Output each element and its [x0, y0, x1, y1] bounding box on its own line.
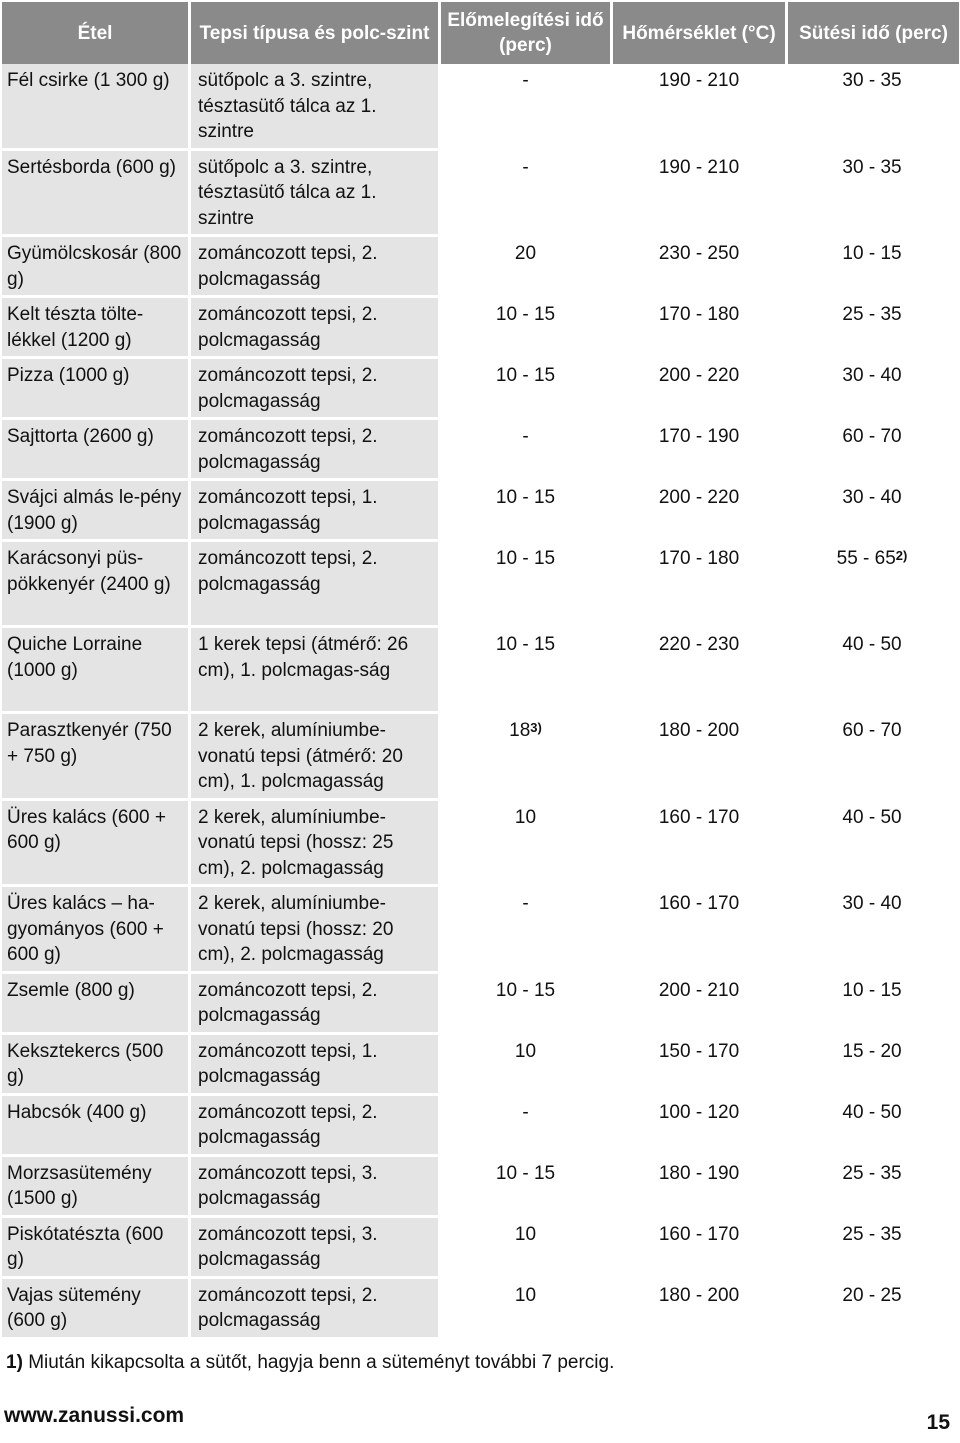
table-row: [2, 1279, 959, 1340]
cell-tray: [191, 237, 441, 298]
cell-temp-text: 200 - 220: [658, 487, 740, 508]
cell-temp-text: 160 - 170: [658, 806, 740, 828]
cell-preheat: [441, 298, 613, 359]
cell-temp-text: 190 - 210: [658, 70, 740, 91]
cell-tray-text: zománcozott tepsi, 3. polcmagasság: [198, 1223, 378, 1270]
table-row: [2, 237, 959, 298]
cell-food: [2, 64, 191, 151]
cell-food: [2, 1218, 191, 1279]
cell-tray-text: zománcozott tepsi, 2. polcmagasság: [198, 979, 378, 1026]
cell-food: [2, 801, 191, 888]
cell-preheat-footnote-ref: 3): [530, 720, 542, 735]
footnote-text: Miután kikapcsolta a sütőt, hagyja benn a süteményt további 7 percig.: [28, 1352, 615, 1373]
footnote: [6, 1350, 614, 1376]
cell-time: [788, 1035, 959, 1096]
cell-tray-text: sütőpolc a 3. szintre, tésztasütő tálca az 1. szintre: [198, 70, 377, 142]
cell-preheat-text: 10 - 15: [495, 487, 556, 508]
cell-tray-text: 2 kerek, alumíniumbe-vonatú tepsi (hossz: 20 cm), 2. polcmagasság: [198, 893, 394, 965]
cell-tray: [191, 801, 441, 888]
cell-preheat-text: 10: [514, 806, 537, 828]
cell-time-text: 40 - 50: [842, 806, 902, 828]
cell-food-text: Keksztekercs (500 g): [7, 1040, 164, 1087]
cell-time-text: 20 - 25: [842, 1284, 902, 1306]
cell-tray: [191, 542, 441, 628]
cell-preheat: [441, 1218, 613, 1279]
cell-temp: [613, 1096, 788, 1157]
cell-tray: [191, 64, 441, 151]
cell-food-text: Karácsonyi püs-pökkenyér (2400 g): [7, 548, 171, 595]
cell-food-text: Habcsók (400 g): [7, 1101, 147, 1123]
table-body: [2, 64, 959, 1340]
cell-temp-text: 150 - 170: [658, 1040, 740, 1062]
cell-food: [2, 714, 191, 801]
cell-tray-text: 2 kerek, alumíniumbe-vonatú tepsi (hossz: 25 cm), 2. polcmagasság: [198, 806, 394, 879]
cell-tray-text: 2 kerek, alumíniumbe-vonatú tepsi (átmérő: 20 cm), 1. polcmagasság: [198, 720, 403, 792]
cell-temp-text: 180 - 200: [658, 720, 740, 741]
cell-time-text: 10 - 15: [842, 243, 902, 264]
cell-temp-text: 220 - 230: [658, 634, 740, 655]
cell-time: [788, 64, 959, 151]
cell-temp: [613, 151, 788, 238]
footnote-marker: 1): [6, 1352, 23, 1373]
cell-preheat: [441, 237, 613, 298]
table-row: [2, 542, 959, 628]
cell-food: [2, 542, 191, 628]
cell-preheat: [441, 1279, 613, 1340]
table-header-row: [2, 2, 959, 64]
cell-temp: [613, 628, 788, 714]
cell-temp-text: 230 - 250: [658, 243, 740, 264]
cell-time-text: 30 - 40: [842, 893, 902, 914]
cell-time: [788, 974, 959, 1035]
cell-tray-text: sütőpolc a 3. szintre, tésztasütő tálca az 1. szintre: [198, 156, 377, 229]
cell-time-text: 30 - 40: [842, 365, 902, 386]
cell-preheat-text: -: [522, 156, 529, 178]
cell-preheat: [441, 628, 613, 714]
cell-food-text: Kelt tészta tölte-lékkel (1200 g): [7, 304, 144, 351]
cell-preheat-text: 10 - 15: [495, 365, 556, 386]
header-preheat: Előmelegítési idő (perc): [441, 2, 613, 64]
cell-preheat: [441, 974, 613, 1035]
cell-tray-text: zománcozott tepsi, 3. polcmagasság: [198, 1162, 378, 1209]
cell-preheat: [441, 64, 613, 151]
table-row: [2, 481, 959, 542]
cell-temp: [613, 1279, 788, 1340]
cell-time: [788, 420, 959, 481]
cell-time: [788, 359, 959, 420]
cell-tray-text: zománcozott tepsi, 1. polcmagasság: [198, 1040, 378, 1087]
cell-time-footnote-ref: 2): [895, 548, 908, 563]
cell-time: [788, 298, 959, 359]
cell-temp-text: 160 - 170: [658, 893, 740, 914]
cell-temp-text: 100 - 120: [658, 1101, 740, 1123]
cell-time-text: 15 - 20: [842, 1040, 902, 1062]
cell-tray: [191, 1279, 441, 1340]
cell-tray: [191, 1035, 441, 1096]
cell-temp: [613, 420, 788, 481]
cell-time-text: 30 - 40: [842, 487, 902, 508]
cell-food: [2, 151, 191, 238]
cell-temp: [613, 1218, 788, 1279]
footer-url[interactable]: www.zanussi.com: [4, 1404, 185, 1427]
header-time: Sütési idő (perc): [788, 2, 959, 64]
cell-time-text: 40 - 50: [842, 1101, 902, 1123]
cell-preheat-text: 10 - 15: [495, 548, 556, 569]
cell-food: [2, 974, 191, 1035]
cell-time: [788, 801, 959, 888]
cell-time-text: 55 - 65: [836, 548, 896, 569]
cell-time-text: 40 - 50: [842, 634, 902, 655]
cell-tray: [191, 714, 441, 801]
cell-tray: [191, 151, 441, 238]
cell-preheat-text: -: [522, 70, 529, 91]
cell-temp: [613, 974, 788, 1035]
cell-temp: [613, 359, 788, 420]
cell-temp: [613, 1035, 788, 1096]
cell-food: [2, 237, 191, 298]
cell-temp-text: 170 - 180: [658, 304, 740, 325]
header-food: Étel: [2, 2, 191, 64]
cell-preheat-text: 10: [514, 1284, 537, 1306]
table-row: [2, 801, 959, 888]
cell-food: [2, 1035, 191, 1096]
cell-food: [2, 887, 191, 974]
table-row: [2, 1035, 959, 1096]
cell-temp-text: 200 - 220: [658, 365, 740, 386]
cell-time: [788, 1218, 959, 1279]
cell-temp: [613, 542, 788, 628]
cell-food: [2, 1157, 191, 1218]
table-row: [2, 974, 959, 1035]
cell-tray-text: zománcozott tepsi, 2. polcmagasság: [198, 1101, 378, 1148]
cell-temp: [613, 1157, 788, 1218]
cell-tray: [191, 887, 441, 974]
cell-food-text: Morzsasütemény (1500 g): [7, 1162, 152, 1209]
header-tray: Tepsi típusa és polc-szint: [191, 2, 441, 64]
cell-temp-text: 180 - 200: [658, 1284, 740, 1306]
cell-temp-text: 170 - 180: [658, 548, 740, 569]
table-row: [2, 1218, 959, 1279]
cell-tray: [191, 1157, 441, 1218]
cell-tray: [191, 298, 441, 359]
cell-food-text: Zsemle (800 g): [7, 979, 135, 1001]
cell-preheat: [441, 151, 613, 238]
cell-preheat: [441, 542, 613, 628]
cell-tray: [191, 481, 441, 542]
cell-food: [2, 628, 191, 714]
cell-tray-text: zománcozott tepsi, 1. polcmagasság: [198, 487, 378, 534]
cell-food-text: Fél csirke (1 300 g): [7, 70, 170, 91]
table-row: [2, 359, 959, 420]
cell-food: [2, 359, 191, 420]
cell-food: [2, 1279, 191, 1340]
header-temp: Hőmérséklet (°C): [613, 2, 788, 64]
cell-food: [2, 481, 191, 542]
cell-food-text: Vajas sütemény (600 g): [7, 1284, 141, 1331]
cell-food-text: Üres kalács (600 + 600 g): [7, 806, 166, 853]
cell-time-text: 30 - 35: [842, 156, 902, 178]
cell-time: [788, 1157, 959, 1218]
cell-preheat-text: 10: [514, 1223, 537, 1245]
cell-tray-text: 1 kerek tepsi (átmérő: 26 cm), 1. polcmagas-ság: [198, 634, 409, 681]
cell-temp: [613, 887, 788, 974]
cell-time-text: 10 - 15: [842, 979, 902, 1001]
table-row: [2, 1096, 959, 1157]
cell-temp: [613, 64, 788, 151]
cell-food-text: Sertésborda (600 g): [7, 156, 176, 178]
table-row: [2, 64, 959, 151]
cell-tray: [191, 359, 441, 420]
cell-temp: [613, 237, 788, 298]
cell-temp-text: 160 - 170: [658, 1223, 740, 1245]
cell-preheat-text: 20: [514, 243, 537, 264]
cell-preheat-text: 18: [509, 720, 531, 741]
cell-time-text: 60 - 70: [842, 426, 902, 447]
cell-preheat: [441, 1035, 613, 1096]
cell-preheat-text: -: [522, 426, 529, 447]
cell-time: [788, 714, 959, 801]
cell-time-text: 30 - 35: [842, 70, 902, 91]
cell-temp: [613, 298, 788, 359]
cell-time-text: 25 - 35: [842, 1223, 902, 1245]
cell-time: [788, 542, 959, 628]
table-row: [2, 1157, 959, 1218]
cell-tray-text: zománcozott tepsi, 2. polcmagasság: [198, 243, 378, 290]
cell-food-text: Sajttorta (2600 g): [7, 426, 154, 447]
cell-preheat-text: 10 - 15: [495, 304, 556, 325]
cell-time: [788, 628, 959, 714]
cell-food: [2, 1096, 191, 1157]
cell-tray-text: zománcozott tepsi, 2. polcmagasság: [198, 365, 378, 412]
cell-temp: [613, 481, 788, 542]
cell-tray-text: zománcozott tepsi, 2. polcmagasság: [198, 304, 378, 351]
cell-preheat: [441, 420, 613, 481]
cell-preheat: [441, 1096, 613, 1157]
table-row: [2, 151, 959, 238]
cell-temp: [613, 714, 788, 801]
cell-time-text: 60 - 70: [842, 720, 902, 741]
cell-preheat-text: 10 - 15: [495, 634, 556, 655]
cell-food-text: Gyümölcskosár (800 g): [7, 243, 182, 290]
cell-tray-text: zománcozott tepsi, 2. polcmagasság: [198, 548, 378, 595]
cell-preheat-text: 10 - 15: [495, 979, 556, 1001]
table-row: [2, 628, 959, 714]
cell-preheat-text: 10: [514, 1040, 537, 1062]
cell-food-text: Quiche Lorraine (1000 g): [7, 634, 143, 681]
cell-tray: [191, 420, 441, 481]
cell-tray: [191, 1096, 441, 1157]
cell-temp-text: 180 - 190: [658, 1162, 740, 1184]
cell-time: [788, 151, 959, 238]
cell-preheat-text: 10 - 15: [495, 1162, 556, 1184]
table-row: [2, 887, 959, 974]
cell-time: [788, 237, 959, 298]
cell-tray-text: zománcozott tepsi, 2. polcmagasság: [198, 1284, 378, 1331]
cell-time: [788, 887, 959, 974]
table-row: [2, 298, 959, 359]
baking-table: [2, 2, 959, 1340]
cell-preheat: [441, 1157, 613, 1218]
cell-time: [788, 1279, 959, 1340]
cell-time: [788, 1096, 959, 1157]
cell-food: [2, 420, 191, 481]
cell-food-text: Parasztkenyér (750 + 750 g): [7, 720, 172, 767]
cell-time: [788, 481, 959, 542]
cell-preheat: [441, 801, 613, 888]
cell-temp: [613, 801, 788, 888]
table-row: [2, 714, 959, 801]
cell-temp-text: 190 - 210: [658, 156, 740, 178]
cell-food-text: Üres kalács – ha-gyományos (600 + 600 g): [7, 893, 164, 965]
cell-temp-text: 200 - 210: [658, 979, 740, 1001]
cell-time-text: 25 - 35: [842, 304, 902, 325]
page-number: 15: [926, 1411, 950, 1434]
table-row: [2, 420, 959, 481]
cell-food-text: Piskótatészta (600 g): [7, 1223, 164, 1270]
cell-tray: [191, 1218, 441, 1279]
cell-preheat: [441, 481, 613, 542]
cell-food-text: Pizza (1000 g): [7, 365, 130, 386]
cell-time-text: 25 - 35: [842, 1162, 902, 1184]
cell-tray-text: zománcozott tepsi, 2. polcmagasság: [198, 426, 378, 473]
cell-preheat-text: -: [522, 893, 529, 914]
cell-food-text: Svájci almás le-pény (1900 g): [7, 487, 182, 534]
cell-temp-text: 170 - 190: [658, 426, 740, 447]
cell-preheat-text: -: [522, 1101, 529, 1123]
cell-preheat: [441, 714, 613, 801]
cell-preheat: [441, 359, 613, 420]
cell-tray: [191, 974, 441, 1035]
cell-food: [2, 298, 191, 359]
cell-tray: [191, 628, 441, 714]
cell-preheat: [441, 887, 613, 974]
